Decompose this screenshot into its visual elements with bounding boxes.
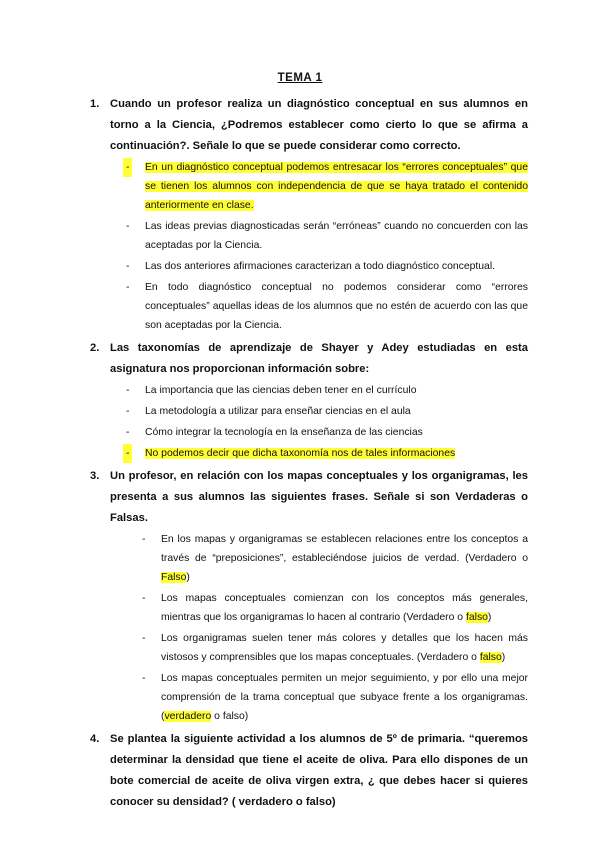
highlighted-answer: falso — [465, 612, 488, 623]
option-text: No podemos decir que dicha taxonomía nos de tales informaciones — [145, 448, 456, 459]
option-list — [110, 530, 528, 726]
option-item — [126, 589, 528, 627]
option-text-end: ) — [501, 652, 506, 663]
option-item — [126, 629, 528, 667]
option-text: La importancia que las ciencias deben tener en el currículo — [145, 385, 417, 396]
dash-bullet: - — [142, 593, 146, 604]
dash-bullet: - — [126, 427, 130, 438]
question-4 — [90, 729, 528, 813]
question-text: Se plantea la siguiente actividad a los alumnos de 5º de primaria. “queremos determinar la densidad que tiene el aceite de oliva. Para ello dispones de un bote comercial de aceite de oliva virgen extra, ¿ que debes hacer si quieres conocer su densidad? ( verdadero o falso) — [110, 733, 528, 808]
option-item — [126, 669, 528, 726]
option-text: En todo diagnóstico conceptual no podemos considerar como “errores conceptuales” aquellas ideas de los alumnos que no estén de acuerdo con las que son aceptadas por la Ciencia. — [145, 282, 528, 331]
highlighted-answer: verdadero — [164, 711, 212, 722]
question-text: Un profesor, en relación con los mapas conceptuales y los organigramas, les presenta a sus alumnos las siguientes frases. Señale si son Verdaderas o Falsas. — [110, 470, 528, 524]
option-item — [110, 217, 528, 255]
question-text: Cuando un profesor realiza un diagnóstico conceptual en sus alumnos en torno a la Ciencia, ¿Podremos establecer como cierto lo que se afirma a continuación?. Señale lo que se puede considerar como correcto. — [110, 98, 528, 152]
question-list — [90, 91, 528, 813]
option-text: Los organigramas suelen tener más colores y detalles que los hacen más vistosos y comprensibles que los mapas conceptuales. (Verdadero o — [161, 633, 528, 663]
option-text: En los mapas y organigramas se establecen relaciones entre los conceptos a través de “preposiciones”, estableciéndose juicios de verdad. (Verdadero o — [161, 534, 528, 564]
option-text: En un diagnóstico conceptual podemos entresacar los “errores conceptuales” que se tienen los alumnos con independencia de que se haya tratado el contenido anteriormente en clase. — [145, 162, 528, 211]
option-text: Los mapas conceptuales comienzan con los conceptos más generales, mientras que los organigramas lo hacen al contrario (Verdadero o — [161, 593, 528, 623]
highlighted-answer: Falso — [161, 572, 187, 583]
option-item — [110, 278, 528, 335]
dash-bullet: - — [126, 221, 130, 232]
question-1 — [90, 94, 528, 335]
option-text-end: ) — [487, 612, 492, 623]
dash-bullet: - — [126, 282, 130, 293]
question-3 — [90, 466, 528, 726]
question-2 — [90, 338, 528, 463]
dash-bullet: - — [126, 261, 130, 272]
option-item — [110, 423, 528, 442]
page-title: TEMA 1 — [277, 72, 323, 84]
dash-bullet: - — [142, 534, 146, 545]
option-item — [110, 257, 528, 276]
question-text: Las taxonomías de aprendizaje de Shayer y Adey estudiadas en esta asignatura nos proporcionan información sobre: — [110, 342, 528, 375]
question-number: 4. — [90, 733, 100, 745]
option-list — [110, 158, 528, 335]
option-text: Las dos anteriores afirmaciones caracterizan a todo diagnóstico conceptual. — [145, 261, 496, 272]
option-item — [126, 530, 528, 587]
option-item — [110, 402, 528, 421]
option-text: Cómo integrar la tecnología en la enseñanza de las ciencias — [145, 427, 423, 438]
option-text: Las ideas previas diagnosticadas serán “erróneas” cuando no concuerden con las aceptadas por la Ciencia. — [145, 221, 528, 251]
dash-bullet: - — [126, 385, 130, 396]
dash-bullet: - — [126, 406, 130, 417]
dash-bullet: - — [142, 673, 146, 684]
option-text: Los mapas conceptuales permiten un mejor seguimiento, y por ello una mejor comprensión de la trama conceptual que subyace frente a los organigramas. ( — [161, 673, 528, 722]
option-item-highlighted — [110, 444, 528, 463]
option-item-highlighted — [110, 158, 528, 215]
question-number: 1. — [90, 98, 100, 110]
question-number: 3. — [90, 470, 100, 482]
highlighted-answer: falso — [479, 652, 502, 663]
option-text: La metodología a utilizar para enseñar ciencias en el aula — [145, 406, 411, 417]
dash-bullet: - — [142, 633, 146, 644]
option-item — [110, 381, 528, 400]
option-list — [110, 381, 528, 463]
option-text-end: ) — [186, 572, 190, 583]
dash-bullet: - — [123, 444, 132, 463]
option-text-end: o falso) — [211, 711, 249, 722]
question-number: 2. — [90, 342, 100, 354]
dash-bullet: - — [123, 158, 132, 177]
